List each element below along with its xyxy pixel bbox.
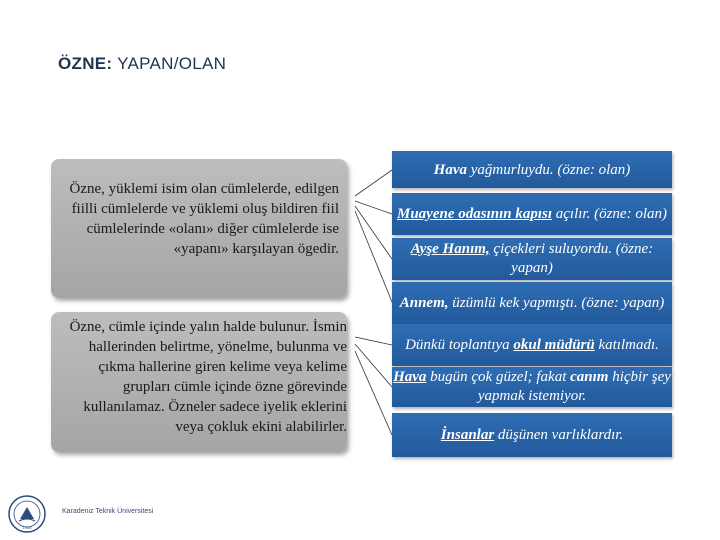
connector-7: [355, 351, 392, 435]
example-text: üzümlü kek yapmıştı. (özne: yapan): [448, 294, 665, 311]
connector-4: [355, 211, 392, 302]
example-box-6: [392, 367, 672, 407]
example-box-4: [392, 282, 672, 324]
example-subject: Annem,: [399, 294, 449, 311]
example-subject: Muayene odasının kapısı: [396, 205, 553, 222]
example-subject: okul müdürü: [513, 336, 595, 353]
example-box-3: [392, 238, 672, 280]
title-keyword: ÖZNE:: [58, 54, 113, 73]
university-name: Karadeniz Teknik Üniversitesi: [62, 508, 154, 515]
connector-3: [355, 206, 392, 259]
example-box-5: [392, 324, 672, 366]
example-text: düşünen varlıklardır.: [494, 427, 624, 443]
example-text: hiçbir şey yapmak istemiyor.: [477, 369, 671, 404]
connector-2: [355, 201, 392, 214]
example-text: çiçekleri suluyordu. (özne: yapan): [489, 241, 654, 276]
connector-6: [355, 344, 392, 387]
example-box-1: [392, 151, 672, 188]
university-logo-icon: [8, 495, 46, 533]
connector-5: [355, 337, 392, 345]
example-text: açılır. (özne: olan): [552, 205, 667, 222]
example-text-mid: bugün çok güzel; fakat: [426, 369, 571, 385]
example-box-2: [392, 193, 672, 235]
example-subject: Hava: [433, 161, 467, 178]
example-text: yağmurluydu. (özne: olan): [467, 161, 631, 178]
definition-text: Özne, yüklemi isim olan cümlelerde, edilgen fiilli cümlelerde ve yüklemi oluş bildiren fiil cümlelerinde «olanı» diğer cümlelerde ise «yapanı» karşılayan ögedir.: [69, 181, 339, 257]
example-subject-2: canım: [570, 369, 609, 385]
rule-text: Özne, cümle içinde yalın halde bulunur. İsmin hallerinden belirtme, yönelme, bulunma ve çıkma hallerine giren kelime veya kelime grupları cümle içinde özne görevinde kullanılamaz. Özneler sadece iyelik eklerini veya çokluk ekini alabilirler.: [69, 319, 347, 435]
example-subject: İnsanlar: [440, 427, 495, 443]
connector-1: [355, 170, 392, 196]
example-subject: Hava: [393, 369, 427, 385]
example-text-pre: Dünkü toplantıya: [405, 336, 514, 353]
title-rest: YAPAN/OLAN: [112, 54, 227, 73]
example-box-7: [392, 413, 672, 457]
example-subject: Ayşe Hanım,: [410, 241, 490, 257]
example-text: katılmadı.: [594, 336, 659, 353]
svg-text:1955: 1955: [22, 525, 32, 530]
